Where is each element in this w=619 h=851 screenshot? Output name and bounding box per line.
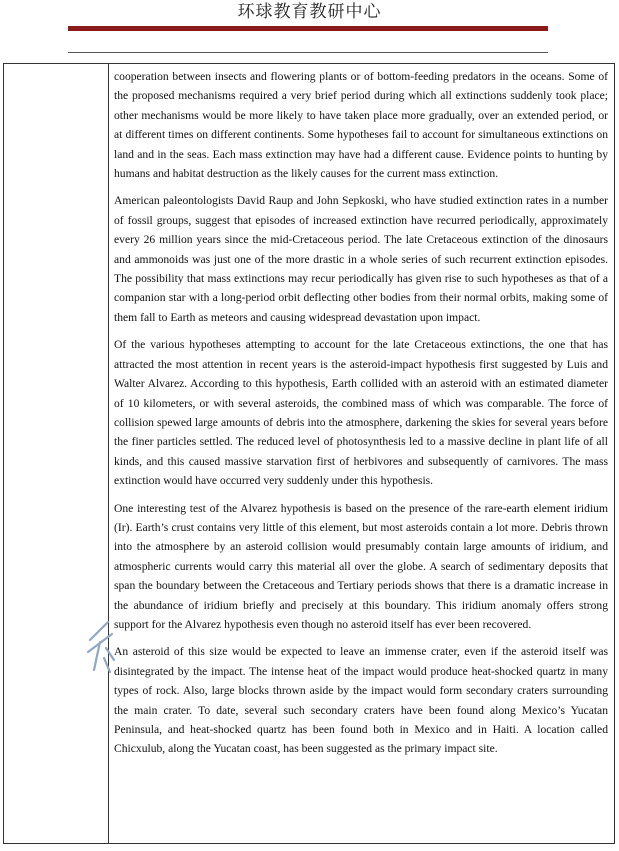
paragraph: An asteroid of this size would be expected to leave an immense crater, even if the asteroid itself was disintegrated by the impact. The intense heat of the impact would produce heat-shocked quartz in many types of rock. Also, large blocks thrown aside by the impact would form secondary craters surrounding the main crater. To date, several such secondary craters have been found along Mexico’s Yucatan Peninsula, and heat-shocked quartz has been found both in Mexico and in Haiti. A location called Chicxulub, along the Yucatan coast, has been suggested as the primary impact site. [114,645,608,756]
page-header [0,0,619,60]
paragraph: Of the various hypotheses attempting to account for the late Cretaceous extinctions, the one that has attracted the most attention in recent years is the asteroid-impact hypothesis first suggested by Luis and Walter Alvarez. According to this hypothesis, Earth collided with an asteroid with an estimated diameter of 10 kilometers, or with several asteroids, the combined mass of which was comparable. The force of collision spewed large amounts of debris into the atmosphere, darkening the skies for several years before the finer particles settled. The reduced level of photosynthesis led to a massive decline in plant life of all kinds, and this caused massive starvation first of herbivores and subsequently of carnivores. The mass extinction would have occurred very suddenly under this hypothesis. [114,338,608,488]
paragraph: One interesting test of the Alvarez hypothesis is based on the presence of the rare-earth element iridium (Ir). Earth’s crust contains very little of this element, but most asteroids contain a lot more. Debris thrown into the atmosphere by an asteroid collision would presumably contain large amounts of iridium, and atmospheric currents would carry this material all over the globe. A search of sedimentary deposits that span the boundary between the Cretaceous and Tertiary periods shows that there is a dramatic increase in the abundance of iridium briefly and precisely at this boundary. This iridium anomaly offers strong support for the Alvarez hypothesis even though no asteroid itself has ever been recovered. [114,501,608,631]
paragraph: American paleontologists David Raup and John Sepkoski, who have studied extinction rates in a number of fossil groups, suggest that episodes of increased extinction have recurred periodically, approximately every 26 million years since the mid-Cretaceous period. The late Cretaceous extinction of the dinosaurs and ammonoids was just one of the more drastic in a whole series of such recurrent extinction episodes. The possibility that mass extinctions may recur periodically has given rise to such hypotheses as that of a companion star with a long-period orbit deflecting other bodies from their normal orbits, making some of them fall to Earth as meteors and causing widespread devastation upon impact. [114,194,608,324]
header-accent-bar [68,26,548,31]
passage-text [114,67,608,767]
paragraph: cooperation between insects and flowering plants or of bottom-feeding predators in the oceans. Some of the proposed mechanisms required a very brief period during which all extinctions suddenly took place; other mechanisms would be more likely to have taken place more gradually, over an extended period, or at different times on different continents. Some hypotheses fail to account for simultaneous extinctions on land and in the seas. Each mass extinction may have had a different cause. Evidence points to hunting by humans and habitat destruction as the likely causes for the current mass extinction. [114,70,608,181]
pen-mark-watermark [86,612,116,676]
header-rule [68,52,548,53]
column-divider [108,64,109,843]
header-title: 环球教育教研中心 [237,2,382,22]
